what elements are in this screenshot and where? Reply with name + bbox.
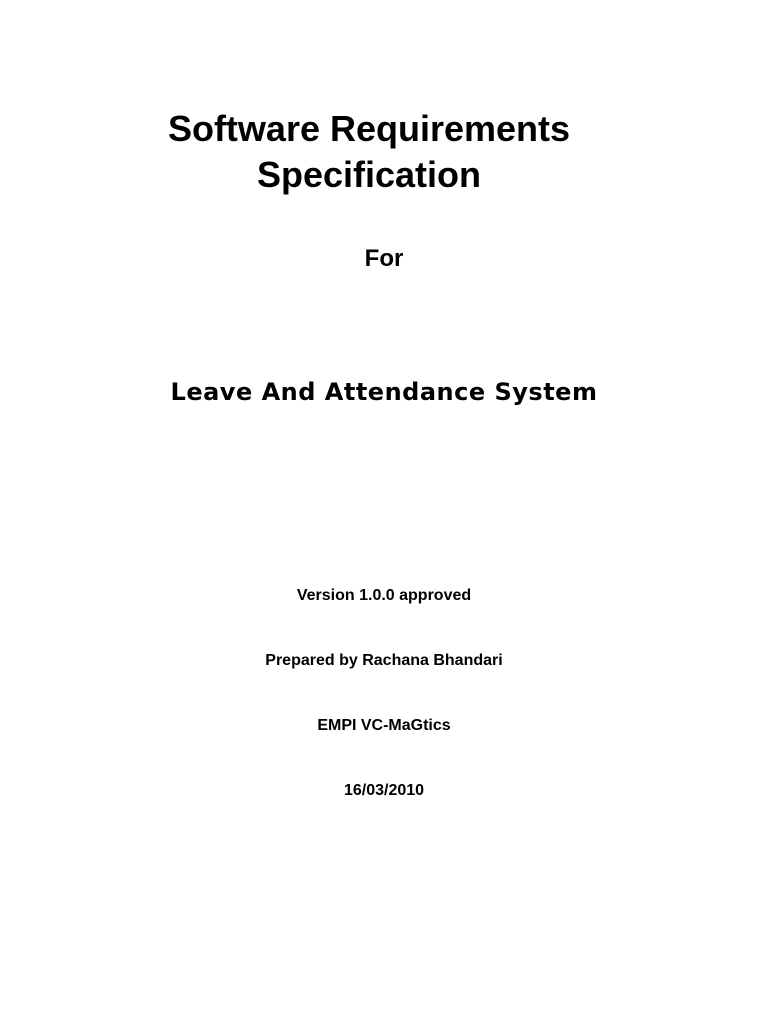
for-label: For <box>364 245 404 272</box>
document-title-line-2: Specification <box>256 154 482 195</box>
system-name: Leave And Attendance System <box>170 378 598 406</box>
date-line: 16/03/2010 <box>343 782 425 799</box>
document-title-line-1: Software Requirements <box>167 108 571 149</box>
version-line: Version 1.0.0 approved <box>296 587 472 604</box>
prepared-by-line: Prepared by Rachana Bhandari <box>265 652 503 669</box>
organization-line: EMPI VC-MaGtics <box>317 717 451 734</box>
